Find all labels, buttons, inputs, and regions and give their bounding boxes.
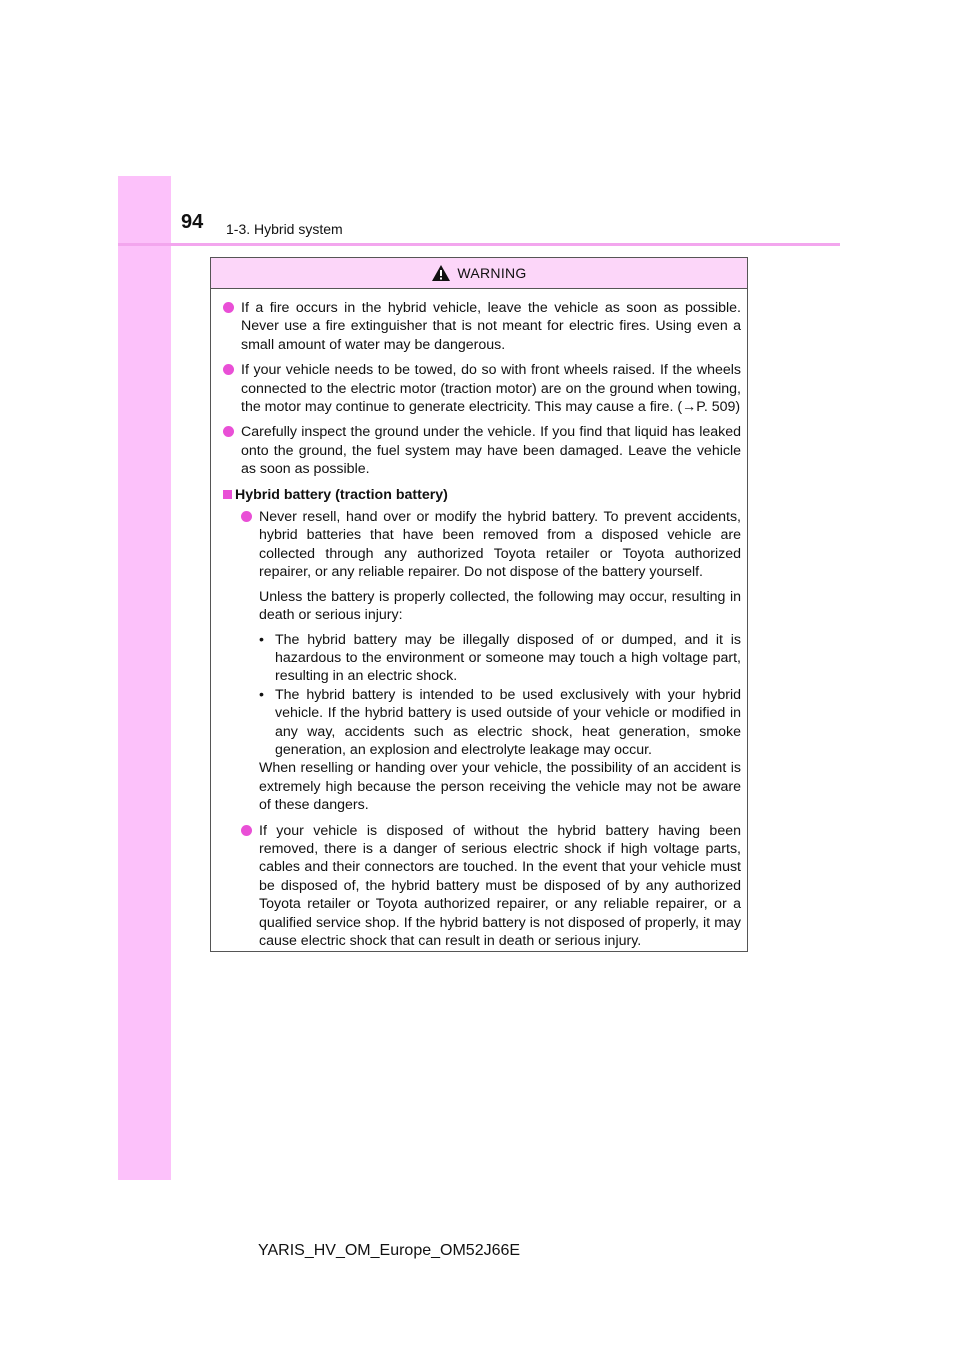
consequence-list — [259, 631, 741, 760]
warning-bullet-followup: Unless the battery is properly collected, the following may occur, resulting in death or serious injury: — [259, 588, 741, 624]
bullet-dot — [241, 511, 252, 522]
warning-triangle-icon — [431, 264, 451, 282]
warning-bullet — [223, 423, 741, 478]
warning-box — [210, 257, 748, 952]
warning-bullet-text: Carefully inspect the ground under the vehicle. If you find that liquid has leaked onto the ground, the fuel system may have been damaged. Leave the vehicle as soon as possible. — [241, 424, 741, 478]
warning-bullet — [241, 822, 741, 951]
resale-warning-text: When reselling or handing over your vehicle, the possibility of an accident is extremely high because the person receiving the vehicle may not be aware of these dangers. — [259, 760, 741, 814]
list-item — [259, 686, 741, 760]
hybrid-battery-subheading — [223, 486, 741, 504]
side-tab — [118, 176, 171, 1180]
list-bullet-mark: • — [259, 631, 264, 648]
warning-bullet-text: If a fire occurs in the hybrid vehicle, leave the vehicle as soon as possible. Never use a fire extinguisher that is not meant for electric fires. Using even a small amount of water may be dangerous. — [241, 300, 741, 353]
footer-code: YARIS_HV_OM_Europe_OM52J66E — [258, 1242, 521, 1259]
subheading-text: Hybrid battery (traction battery) — [235, 486, 448, 503]
list-item-text: The hybrid battery is intended to be used exclusively with your hybrid vehicle. If the hybrid battery is used outside of your vehicle or modified in any way, accidents such as electric shock, heat generation, smoke generation, an explosion and electrolyte leakage may occur. — [275, 686, 741, 758]
bullet-dot — [223, 364, 234, 375]
bullet-dot — [223, 302, 234, 313]
warning-bullet — [223, 299, 741, 354]
warning-bullet — [241, 508, 741, 815]
list-item — [259, 631, 741, 686]
hybrid-battery-section — [223, 508, 741, 950]
warning-body — [211, 289, 747, 950]
warning-bullet-text: If your vehicle is disposed of without the hybrid battery having been removed, there is a danger of serious electric shock if high voltage parts, cables and their connectors are touched. In the event that your vehicle must be disposed of, the hybrid battery must be disposed of by any authorized Toyota retailer or Toyota authorized repairer, or any reliable repairer, or a qualified service shop. If the hybrid battery is not disposed of properly, it may cause electric shock that can result in death or serious injury. — [259, 822, 741, 949]
subheading-square — [223, 490, 232, 499]
warning-header — [211, 258, 747, 289]
warning-bullet-text: If your vehicle needs to be towed, do so with front wheels raised. If the wheels connected to the electric motor (traction motor) are on the ground when towing, the motor may continue to generate electricity. This may cause a fire. (→P. 509) — [241, 362, 741, 416]
list-bullet-mark: • — [259, 686, 264, 703]
warning-bullet-text: Never resell, hand over or modify the hybrid battery. To prevent accidents, hybrid batteries that have been removed from a disposed vehicle are collected through any authorized Toyota retailer or Toyota authorized repairer, or any reliable repairer. Do not dispose of the battery yourself. — [259, 509, 741, 581]
header-rule — [118, 243, 840, 246]
list-item-text: The hybrid battery may be illegally disposed of or dumped, and it is hazardous to the environment or someone may touch a high voltage part, resulting in an electric shock. — [275, 631, 741, 685]
page-number: 94 — [181, 211, 204, 233]
bullet-dot — [241, 825, 252, 836]
bullet-dot — [223, 426, 234, 437]
warning-bullet — [223, 361, 741, 416]
warning-title: WARNING — [457, 265, 527, 281]
section-title: 1-3. Hybrid system — [226, 221, 343, 237]
